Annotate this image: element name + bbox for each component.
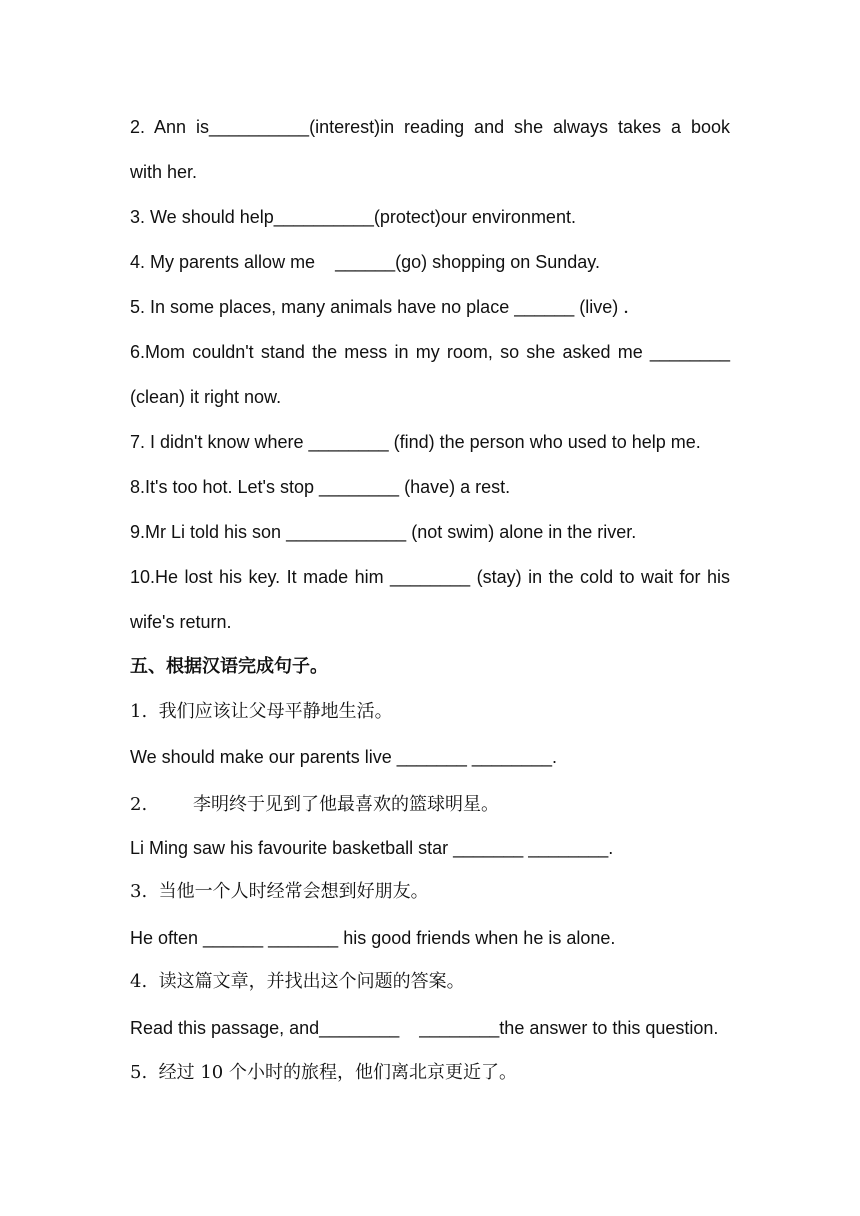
question-7: 7. I didn't know where ________ (find) the person who used to help me.	[130, 432, 701, 452]
section-5-item-1-chinese: 1. 我们应该让父母平静地生活。	[130, 701, 393, 722]
question-10-line-2: wife's return.	[130, 612, 232, 632]
question-5: 5. In some places, many animals have no place ______ (live) ．	[130, 297, 642, 317]
question-6-line-2: (clean) it right now.	[130, 387, 282, 407]
section-5-item-2-english: Li Ming saw his favourite basketball star _______ ________.	[130, 838, 614, 858]
question-3: 3. We should help__________(protect)our environment.	[130, 207, 576, 227]
question-2-line-1: 2. Ann is__________(interest)in reading and she always takes a book	[130, 117, 730, 137]
section-5-heading: 五、根据汉语完成句子。	[130, 656, 328, 677]
question-6-line-1: 6.Mom couldn't stand the mess in my room, so she asked me ________	[130, 342, 730, 362]
question-2-line-2: with her.	[130, 162, 198, 182]
question-9: 9.Mr Li told his son ____________ (not swim) alone in the river.	[130, 522, 637, 542]
question-10-line-1: 10.He lost his key. It made him ________ (stay) in the cold to wait for his	[130, 567, 730, 587]
section-5-item-5-chinese: 5. 经过 10 个小时的旅程，他们离北京更近了。	[130, 1062, 517, 1083]
question-4: 4. My parents allow me ______(go) shopping on Sunday.	[130, 252, 600, 272]
section-5-item-3-chinese: 3. 当他一个人时经常会想到好朋友。	[130, 881, 429, 902]
section-5-item-3-english: He often ______ _______ his good friends when he is alone.	[130, 928, 616, 948]
question-8: 8.It's too hot. Let's stop ________ (have) a rest.	[130, 477, 511, 497]
section-5-item-4-chinese: 4. 读这篇文章，并找出这个问题的答案。	[130, 971, 465, 992]
section-5-item-1-english: We should make our parents live _______ ________.	[130, 747, 557, 767]
section-5-item-4-english: Read this passage, and________ ________the answer to this question.	[130, 1018, 719, 1038]
section-5-item-2-chinese: 2. 李明终于见到了他最喜欢的篮球明星。	[130, 794, 499, 815]
